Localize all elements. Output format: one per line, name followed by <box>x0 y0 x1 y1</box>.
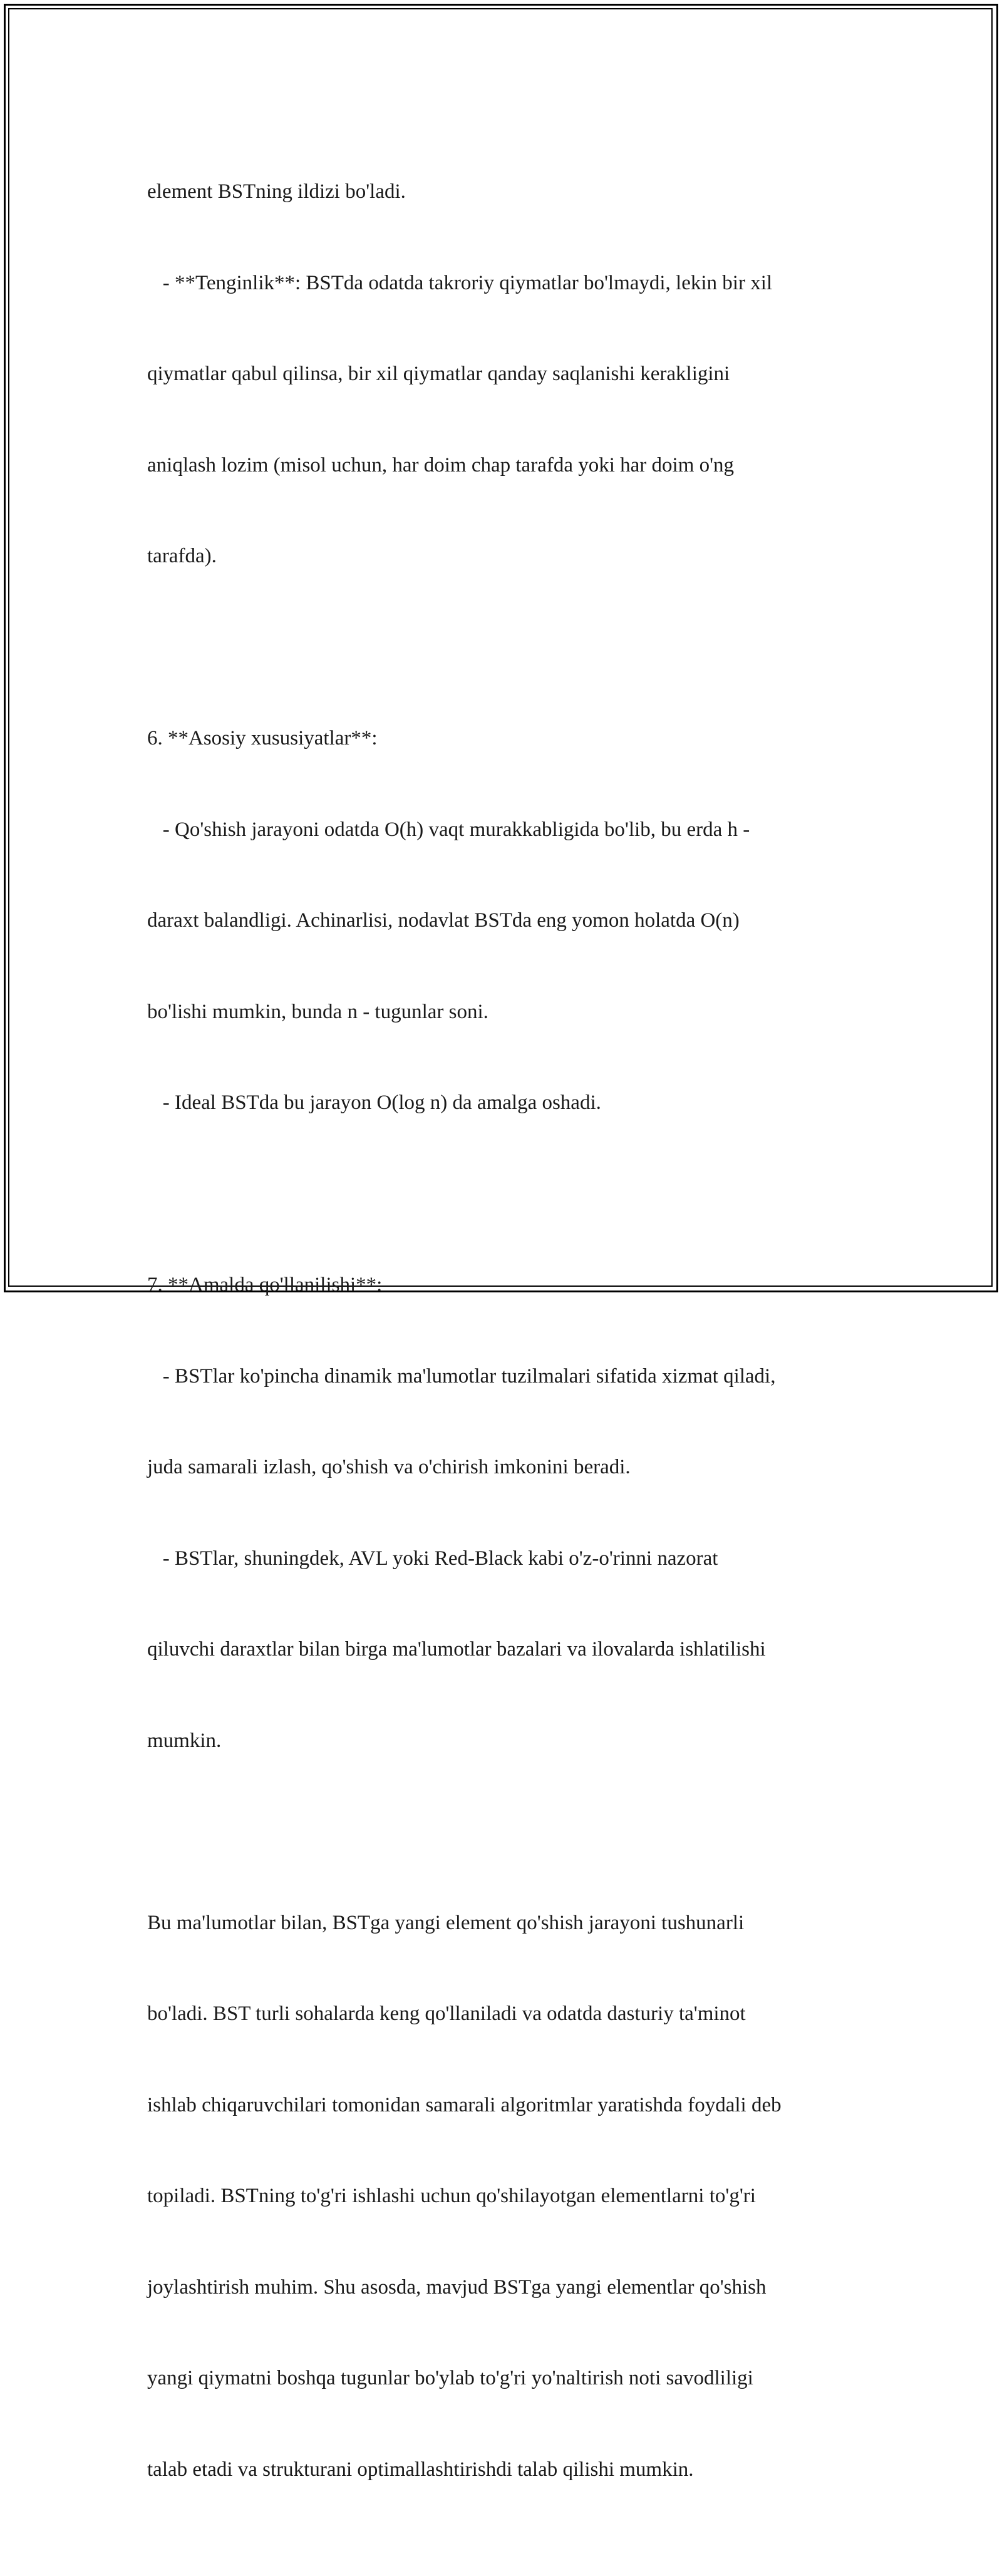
text-line: - **Tenginlik**: BSTda odatda takroriy qiymatlar bo'lmaydi, lekin bir xil <box>147 271 773 294</box>
text-line: qiluvchi daraxtlar bilan birga ma'lumotlar bazalari va ilovalarda ishlatilishi <box>147 1638 766 1661</box>
section-heading: 6. **Asosiy xususiyatlar**: <box>147 727 378 750</box>
paragraph-equality-rule <box>147 116 867 632</box>
text-line: yangi qiymatni boshqa tugunlar bo'ylab to'g'ri yo'naltirish noti savodliligi <box>147 2367 753 2389</box>
text-line: topiladi. BSTning to'g'ri ishlashi uchun qo'shilayotgan elementlarni to'g'ri <box>147 2185 756 2207</box>
text-line: element BSTning ildizi bo'ladi. <box>147 180 406 203</box>
section-main-properties <box>147 662 867 1179</box>
text-line: - BSTlar, shuningdek, AVL yoki Red-Black kabi o'z-o'rinni nazorat <box>147 1547 718 1570</box>
text-line: aniqlash lozim (misol uchun, har doim chap tarafda yoki har doim o'ng <box>147 453 735 477</box>
text-line: - Ideal BSTda bu jarayon O(log n) da amalga oshadi. <box>147 1091 601 1114</box>
section-heading: 7. **Amalda qo'llanilishi**: <box>147 1274 383 1296</box>
text-line: juda samarali izlash, qo'shish va o'chirish imkonini beradi. <box>147 1456 631 1478</box>
text-line: Bu ma'lumotlar bilan, BSTga yangi element qo'shish jarayoni tushunarli <box>147 1911 745 1934</box>
text-line: ishlab chiqaruvchilari tomonidan samarali algoritmlar yaratishda foydali deb <box>147 2093 782 2116</box>
text-line: joylashtirish muhim. Shu asosda, mavjud BSTga yangi elementlar qo'shish <box>147 2275 767 2299</box>
text-line: qiymatlar qabul qilinsa, bir xil qiymatlar qanday saqlanishi kerakligini <box>147 363 730 385</box>
text-line: - BSTlar ko'pincha dinamik ma'lumotlar tuzilmalari sifatida xizmat qiladi, <box>147 1364 776 1388</box>
text-line: daraxt balandligi. Achinarlisi, nodavlat BSTda eng yomon holatda O(n) <box>147 909 740 932</box>
paragraph-conclusion <box>147 1847 867 2546</box>
document-body <box>147 116 867 2576</box>
text-line: - Qo'shish jarayoni odatda O(h) vaqt murakkabligida bo'lib, bu erda h - <box>147 818 750 841</box>
text-line: bo'ladi. BST turli sohalarda keng qo'llaniladi va odatda dasturiy ta'minot <box>147 2002 746 2025</box>
text-line: bo'lishi mumkin, bunda n - tugunlar soni. <box>147 1000 488 1023</box>
text-line: mumkin. <box>147 1729 222 1752</box>
text-line: talab etadi va strukturani optimallashtirishdi talab qilishi mumkin. <box>147 2458 694 2481</box>
text-line: tarafda). <box>147 545 217 567</box>
section-practical-use <box>147 1209 867 1816</box>
